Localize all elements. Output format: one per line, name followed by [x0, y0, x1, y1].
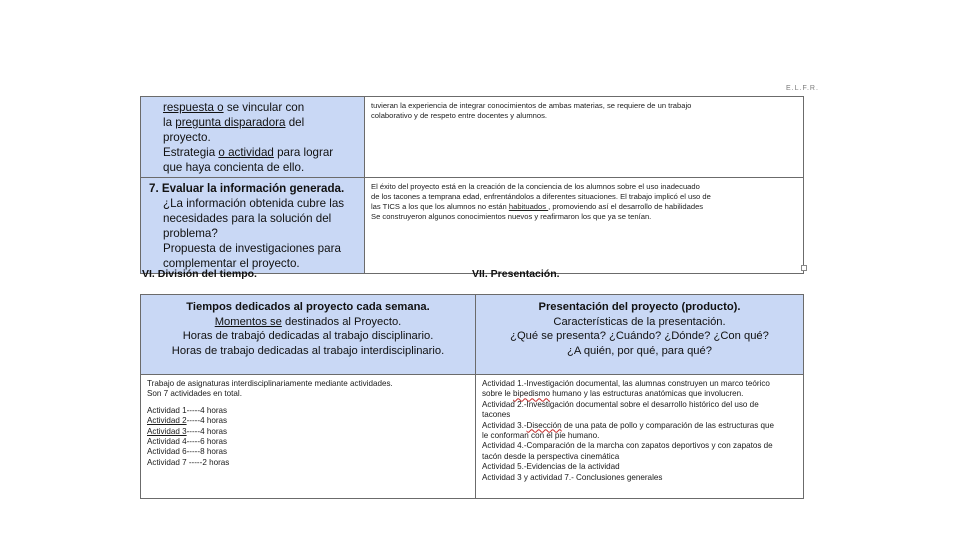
text-segment: Actividad 1.-Investigación documental, las alumnas construyen un marco teórico: [482, 379, 770, 388]
activity-description-line: [482, 379, 799, 389]
text-segment: -----4 horas: [186, 426, 228, 436]
evaluate-line: complementar el proyecto.: [163, 257, 300, 270]
text-segment: la: [163, 116, 176, 129]
text-segment: que haya concienta de ello.: [163, 161, 305, 174]
presentation-heading-line: Presentación del proyecto (producto).: [538, 301, 741, 313]
text-segment: Actividad 4.-Comparación de la marcha con zapatos deportivos y con zapatos de: [482, 441, 773, 451]
text-segment: El éxito del proyecto está en la creación de la conciencia de los alumnos sobre el uso inadecuado: [371, 182, 700, 191]
strategy-lines: [163, 100, 356, 175]
cell-evaluate: [141, 178, 365, 274]
activity-description-line: [482, 410, 799, 420]
activity-hours-line: [147, 458, 471, 468]
activities-description: [482, 379, 799, 483]
presentation-heading-line: Características de la presentación.: [553, 315, 726, 328]
underlined-text: Momentos se: [214, 315, 282, 328]
evaluate-lines: [149, 196, 356, 271]
activity-hours-line: [147, 416, 471, 426]
activity-hours-line: [147, 437, 471, 447]
time-heading-line: [145, 329, 471, 344]
strategy-line: [163, 100, 356, 115]
text-segment: Actividad 2.-Investigación documental sobre el desarrollo histórico del uso de: [482, 399, 759, 409]
presentation-heading-lines: [480, 300, 799, 358]
text-segment: humano y las estructuras anatómicas que involucren.: [549, 389, 744, 399]
text-segment: proyecto.: [163, 131, 211, 144]
underlined-text: Disección: [526, 420, 562, 430]
text-segment: se vincular con: [223, 101, 305, 114]
activity-description-line: [482, 400, 799, 410]
corner-mark: E.L.F.R.: [786, 85, 819, 92]
strategy-line: [163, 145, 356, 160]
activities-list: [147, 406, 471, 468]
time-heading-line: [145, 315, 471, 330]
underlined-text: respuesta o: [163, 101, 224, 114]
text-segment: tacones: [482, 410, 511, 420]
text-segment: Actividad 3 y actividad 7.- Conclusiones generales: [482, 472, 663, 482]
activity-description-line: [482, 462, 799, 472]
text-segment: le conforman con el pie humano.: [482, 431, 600, 441]
activity-hours-line: [147, 447, 471, 457]
activities-intro: [147, 379, 471, 400]
collaboration-line: tuvieran la experiencia de integrar conocimientos de ambas materias, se requiere de un trabajo: [371, 101, 692, 110]
time-heading-line: [145, 300, 471, 315]
cell-activities-hours: [141, 375, 476, 499]
text-segment: Actividad 6-----8 horas: [147, 447, 228, 457]
text-segment: Actividad 3.-: [482, 420, 527, 430]
underlined-text: Actividad 3: [147, 426, 187, 436]
activities-intro-line: Son 7 actividades en total.: [147, 389, 242, 399]
activity-description-line: [482, 421, 799, 431]
text-segment: Horas de trabajo dedicadas al trabajo interdisciplinario.: [171, 344, 445, 357]
text-segment: para lograr: [273, 146, 334, 159]
text-segment: , promoviendo así el desarrollo de habilidades: [548, 202, 704, 211]
cell-presentation-heading: [476, 295, 804, 375]
activities-intro-line: Trabajo de asignaturas interdisciplinariamente mediante actividades.: [147, 379, 393, 388]
evaluate-line: Propuesta de investigaciones para: [163, 242, 341, 255]
underlined-text: pregunta disparadora: [175, 116, 286, 129]
collaboration-line: colaborativo y de respeto entre docentes y alumnos.: [371, 111, 548, 120]
presentation-heading-line: ¿A quién, por qué, para qué?: [567, 344, 712, 357]
resize-handle: [801, 265, 807, 271]
cell-activities-description: [476, 375, 804, 499]
presentation-heading-line: ¿Qué se presenta? ¿Cuándo? ¿Dónde? ¿Con qué?: [510, 330, 769, 342]
activity-description-line: [482, 473, 799, 483]
strategy-line: [163, 130, 356, 145]
activity-description-line: [482, 452, 799, 462]
text-segment: Actividad 5.-Evidencias de la actividad: [482, 462, 620, 472]
collaboration-lines: [371, 101, 799, 121]
top-table: [140, 96, 804, 274]
underlined-text: Actividad 2: [147, 416, 187, 426]
section-presentation: VII. Presentación.: [472, 268, 560, 280]
text-segment: de los tacones a temprana edad, enfrentándolos a diferentes situaciones. El trabajo implicó el uso de: [371, 192, 711, 201]
text-segment: tacón desde la perspectiva cinemática: [482, 451, 620, 461]
text-segment: Actividad 7 -----2 horas: [147, 457, 230, 467]
strategy-line: [163, 160, 356, 175]
success-line: [371, 192, 799, 202]
underlined-text: habituados: [508, 202, 549, 211]
activity-description-line: [482, 431, 799, 441]
time-heading-line: [145, 344, 471, 359]
text-segment: destinados al Proyecto.: [281, 315, 402, 328]
strategy-line: [163, 115, 356, 130]
evaluate-line: ¿La información obtenida cubre las: [163, 197, 345, 210]
text-segment: de una pata de pollo y comparación de las estructuras que: [561, 420, 775, 430]
text-segment: Estrategia: [163, 146, 219, 159]
success-line: [371, 202, 799, 212]
section-time-division: VI. División del tiempo.: [142, 268, 257, 280]
activity-description-line: [482, 389, 799, 399]
cell-success: [365, 178, 804, 274]
evaluate-line: necesidades para la solución del: [163, 212, 332, 225]
bottom-table: [140, 294, 804, 499]
success-line: [371, 182, 799, 192]
text-segment: Actividad 4-----6 horas: [147, 437, 228, 447]
activity-description-line: [482, 441, 799, 451]
activity-hours-line: [147, 406, 471, 416]
text-segment: las TICS a los que los alumnos no están: [371, 202, 509, 211]
underlined-text: o actividad: [218, 146, 274, 159]
text-segment: -----4 horas: [186, 416, 228, 426]
evaluate-line: problema?: [163, 227, 218, 240]
text-segment: del: [285, 116, 305, 129]
cell-collaboration: [365, 97, 804, 178]
cell-strategy: [141, 97, 365, 178]
activity-hours-line: [147, 427, 471, 437]
success-lines: [371, 182, 799, 222]
text-segment: Actividad 1-----4 horas: [147, 405, 228, 415]
text-segment: Horas de trabajó dedicadas al trabajo disciplinario.: [182, 330, 434, 342]
underlined-text: bipedismo: [513, 389, 550, 399]
text-segment: Se construyeron algunos conocimientos nuevos y reafirmaron los que ya se tenían.: [371, 212, 652, 221]
text-segment: sobre le: [482, 389, 514, 399]
cell-time-heading: [141, 295, 476, 375]
success-line: [371, 212, 799, 222]
time-heading-lines: [145, 300, 471, 358]
text-segment: Tiempos dedicados al proyecto cada semana.: [186, 301, 430, 313]
evaluate-title: 7. Evaluar la información generada.: [149, 182, 345, 195]
